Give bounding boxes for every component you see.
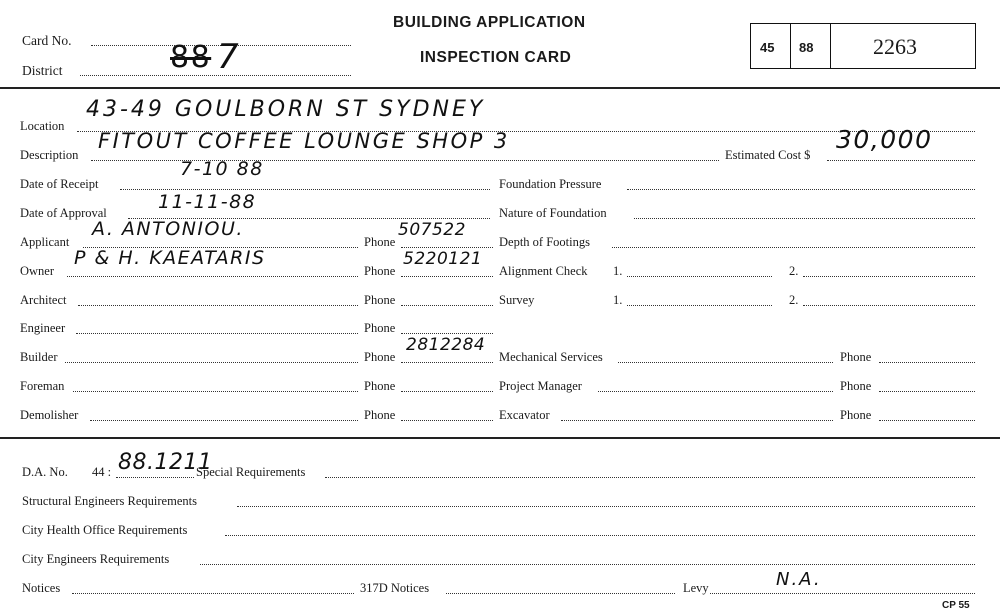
structural-engineers-label: Structural Engineers Requirements <box>22 494 197 508</box>
architect-line[interactable] <box>78 305 358 306</box>
da-prefix: 44 : <box>92 465 112 479</box>
survey-label: Survey <box>499 293 535 307</box>
builder-phone-value: 2812284 <box>406 335 486 355</box>
alignment-check-line-2[interactable] <box>803 276 975 277</box>
demolisher-phone-label: Phone <box>364 408 396 422</box>
owner-value: P & H. KAEATARIS <box>74 247 266 269</box>
project-manager-line[interactable] <box>598 391 833 392</box>
applicant-value: A. ANTONIOU. <box>92 218 244 240</box>
structural-engineers-line[interactable] <box>237 506 975 507</box>
applicant-phone-value: 507522 <box>398 220 466 240</box>
project-manager-label: Project Manager <box>499 379 582 393</box>
architect-phone-line[interactable] <box>401 305 493 306</box>
box-cell-1: 45 <box>760 40 775 55</box>
demolisher-label: Demolisher <box>20 408 79 422</box>
location-label: Location <box>20 119 65 133</box>
header-rule <box>0 87 1000 89</box>
survey-line-2[interactable] <box>803 305 975 306</box>
engineer-label: Engineer <box>20 321 66 335</box>
excavator-phone-line[interactable] <box>879 420 975 421</box>
owner-label: Owner <box>20 264 55 278</box>
engineer-line[interactable] <box>76 333 358 334</box>
box-number: 2263 <box>873 34 917 59</box>
levy-line[interactable] <box>710 593 975 594</box>
alignment-check-line-1[interactable] <box>627 276 772 277</box>
demolisher-line[interactable] <box>90 420 358 421</box>
special-requirements-label: Special Requirements <box>196 465 306 479</box>
foreman-phone-line[interactable] <box>401 391 493 392</box>
card-no-label: Card No. <box>22 33 72 48</box>
mechanical-services-line[interactable] <box>618 362 833 363</box>
builder-phone-label: Phone <box>364 350 396 364</box>
special-requirements-line[interactable] <box>325 477 975 478</box>
city-engineers-line[interactable] <box>200 564 975 565</box>
project-manager-phone-label: Phone <box>840 379 872 393</box>
requirements-rule <box>0 437 1000 439</box>
mechanical-services-phone-line[interactable] <box>879 362 975 363</box>
description-value: FITOUT COFFEE LOUNGE SHOP 3 <box>98 129 510 153</box>
builder-line[interactable] <box>65 362 358 363</box>
foreman-phone-label: Phone <box>364 379 396 393</box>
date-of-receipt-line[interactable] <box>120 189 490 190</box>
excavator-label: Excavator <box>499 408 550 422</box>
engineer-phone-line[interactable] <box>401 333 493 334</box>
alignment-check-label: Alignment Check <box>499 264 588 278</box>
district-value: 7 <box>217 37 241 77</box>
form-code: CP 55 <box>942 600 970 611</box>
architect-phone-label: Phone <box>364 293 396 307</box>
city-health-line[interactable] <box>225 535 975 536</box>
foreman-label: Foreman <box>20 379 65 393</box>
date-of-approval-value: 11-11-88 <box>158 191 257 213</box>
survey-num-2: 2. <box>789 293 799 307</box>
survey-num-1: 1. <box>613 293 623 307</box>
city-health-label: City Health Office Requirements <box>22 523 188 537</box>
applicant-phone-label: Phone <box>364 235 396 249</box>
notices-317d-label: 317D Notices <box>360 581 430 595</box>
depth-of-footings-line[interactable] <box>612 247 975 248</box>
notices-line[interactable] <box>72 593 354 594</box>
nature-of-foundation-line[interactable] <box>634 218 975 219</box>
description-label: Description <box>20 148 79 162</box>
applicant-label: Applicant <box>20 235 70 249</box>
notices-317d-line[interactable] <box>446 593 675 594</box>
district-old-strikeout: 88 <box>170 40 212 75</box>
engineer-phone-label: Phone <box>364 321 396 335</box>
applicant-phone-line[interactable] <box>401 247 493 248</box>
district-line[interactable] <box>80 75 351 76</box>
da-no-line[interactable] <box>116 477 194 478</box>
alignment-check-num-1: 1. <box>613 264 623 278</box>
location-value: 43-49 GOULBORN ST SYDNEY <box>86 97 486 122</box>
owner-phone-line[interactable] <box>401 276 493 277</box>
box-divider-1 <box>790 23 791 69</box>
box-cell-2: 88 <box>799 40 814 55</box>
estimated-cost-line[interactable] <box>827 160 975 161</box>
mechanical-services-label: Mechanical Services <box>499 350 603 364</box>
notices-label: Notices <box>22 581 61 595</box>
owner-phone-value: 5220121 <box>403 249 483 269</box>
demolisher-phone-line[interactable] <box>401 420 493 421</box>
levy-value: N.A. <box>776 569 822 590</box>
da-no-label: D.A. No. <box>22 465 68 479</box>
city-engineers-label: City Engineers Requirements <box>22 552 170 566</box>
owner-line[interactable] <box>67 276 358 277</box>
registration-box <box>750 23 976 69</box>
survey-line-1[interactable] <box>627 305 772 306</box>
estimated-cost-label: Estimated Cost $ <box>725 148 811 162</box>
foundation-pressure-label: Foundation Pressure <box>499 177 602 191</box>
district-label: District <box>22 63 63 78</box>
da-no-value: 88.1211 <box>118 450 213 475</box>
date-of-receipt-label: Date of Receipt <box>20 177 99 191</box>
builder-phone-line[interactable] <box>401 362 493 363</box>
box-divider-2 <box>830 23 831 69</box>
title-line-1: BUILDING APPLICATION <box>393 14 586 31</box>
date-of-approval-label: Date of Approval <box>20 206 107 220</box>
excavator-phone-label: Phone <box>840 408 872 422</box>
nature-of-foundation-label: Nature of Foundation <box>499 206 607 220</box>
mechanical-services-phone-label: Phone <box>840 350 872 364</box>
date-of-receipt-value: 7-10 88 <box>180 158 264 180</box>
levy-label: Levy <box>683 581 709 595</box>
foundation-pressure-line[interactable] <box>627 189 975 190</box>
project-manager-phone-line[interactable] <box>879 391 975 392</box>
alignment-check-num-2: 2. <box>789 264 799 278</box>
architect-label: Architect <box>20 293 67 307</box>
estimated-cost-value: 30,000 <box>836 125 933 154</box>
excavator-line[interactable] <box>561 420 833 421</box>
depth-of-footings-label: Depth of Footings <box>499 235 590 249</box>
builder-label: Builder <box>20 350 58 364</box>
foreman-line[interactable] <box>73 391 358 392</box>
owner-phone-label: Phone <box>364 264 396 278</box>
title-line-2: INSPECTION CARD <box>420 49 572 66</box>
